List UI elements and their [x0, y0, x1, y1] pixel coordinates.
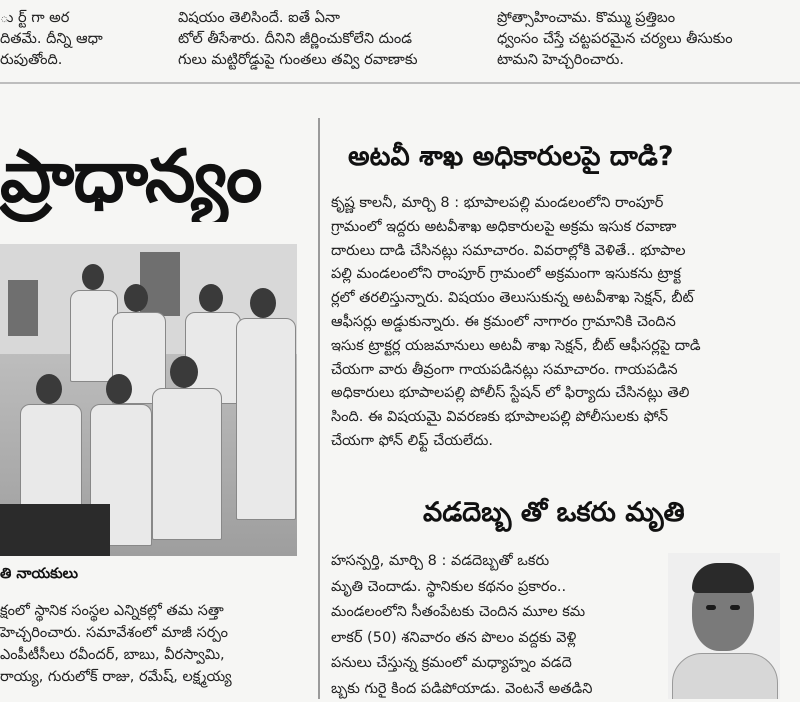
text-line: అధికారులు భూపాలపల్లి పోలీస్ స్టేషన్ లో ఫిర్యాదు చేసినట్లు తెలి [331, 382, 796, 406]
portrait-hair [692, 563, 754, 593]
left-story-body [0, 600, 305, 688]
text-line: ఎంపీటీసీలు రవీందర్, బాబు, వీరస్వామి, [0, 644, 305, 666]
text-line: టోల్ తీసేశారు. దీనిని జీర్ణించుకోలేని దుండ [178, 29, 483, 50]
photo-caption: తి నాయకులు [0, 566, 78, 586]
text-line: ధ్వంసం చేస్తే చట్టపరమైన చర్యలు తీసుకుం [497, 29, 792, 50]
text-line: మృతి చెందాడు. స్థానికుల కథనం ప్రకారం.. [331, 575, 661, 601]
text-line: కృష్ణ కాలనీ, మార్చి 8 : భూపాలపల్లి మండలంలోని రాంపూర్ [331, 192, 796, 216]
text-line: గులు మట్టిరోడ్డుపై గుంతలు తవ్వి రవాణాకు [178, 50, 483, 71]
photo-window [8, 280, 38, 336]
text-line: ఆఫీసర్లు అడ్డుకున్నారు. ఈ క్రమంలో నాగారం గ్రామానికి చెందిన [331, 311, 796, 335]
text-line: రుపుతోంది. [0, 50, 160, 71]
horizontal-divider [0, 82, 800, 84]
text-line: పల్లి మండలంలోని రాంపూర్ గ్రామంలో అక్రమంగా ఇసుకను ట్రాక్ట [331, 263, 796, 287]
portrait-eye [730, 605, 740, 610]
text-line: దారులు దాడి చేసినట్లు సమాచారం. వివరాల్లోకి వెళితే.. భూపాల [331, 240, 796, 264]
text-line: ప్రోత్సాహించామ. కొమ్ము ప్రత్తిబం [497, 8, 792, 29]
text-line: రాయ్య, గురులోక్ రాజు, రమేష్, లక్ష్మయ్య [0, 666, 305, 688]
text-line: ఇసుక ట్రాక్టర్ల యజమానులు అటవీ శాఖ సెక్షన్, బీట్ ఆఫీసర్లపై దాడి [331, 335, 796, 359]
portrait-eye [706, 605, 716, 610]
text-line: సింది. ఈ విషయమై వివరణకు భూపాలపల్లి పోలీసులకు ఫోన్ [331, 406, 796, 430]
text-line: హెచ్చరించారు. సమావేశంలో మాజీ సర్పం [0, 622, 305, 644]
top-column-2 [178, 8, 483, 71]
story1-headline: అటవీ శాఖ అధికారులపై దాడి? [348, 138, 788, 176]
text-line: ు ర్ట్ గా అర [0, 8, 160, 29]
top-column-3 [497, 8, 792, 71]
top-column-1 [0, 8, 160, 71]
story1-body [331, 192, 796, 454]
text-line: క్షంలో స్థానిక సంస్థల ఎన్నికల్లో తమ సత్తా [0, 600, 305, 622]
text-line: బ్బకు గురై కింద పడిపోయాడు. వెంటనే అతడిని [331, 677, 661, 702]
photo-table-with-microphones [0, 504, 110, 556]
deceased-portrait-photo [668, 553, 780, 699]
portrait-shirt [672, 653, 778, 699]
story2-headline: వడదెబ్బ తో ఒకరు మృతి [423, 494, 685, 532]
text-line: లాకర్ (50) శనివారం తన పొలం వద్దకు వెళ్లి [331, 626, 661, 652]
text-line: చేయగా ఫోన్ లిఫ్ట్ చేయలేదు. [331, 430, 796, 454]
text-line: దితమే. దీన్ని ఆధా [0, 29, 160, 50]
text-line: పనులు చేస్తున్న క్రమంలో మధ్యాహ్నం వడదె [331, 651, 661, 677]
text-line: ర్లలో తరలిస్తున్నారు. విషయం తెలుసుకున్న అటవీశాఖ సెక్షన్, బీట్ [331, 287, 796, 311]
left-story-headline: ప్రాధాన్యం [0, 130, 318, 222]
group-photo [0, 244, 297, 556]
text-line: చేయగా వారు తీవ్రంగా గాయపడినట్లు సమాచారం. గాయపడిన [331, 359, 796, 383]
text-line: మండలంలోని సీతంపేటకు చెందిన మూల కమ [331, 600, 661, 626]
photo-window [140, 252, 180, 316]
text-line: హసన్పర్తి, మార్చి 8 : వడదెబ్బతో ఒకరు [331, 549, 661, 575]
text-line: టామని హెచ్చరించారు. [497, 50, 792, 71]
text-line: గ్రామంలో ఇద్దరు అటవీశాఖ అధికారులపై అక్రమ ఇసుక రవాణా [331, 216, 796, 240]
text-line: విషయం తెలిసిందే. ఐతే ఏనా [178, 8, 483, 29]
story2-body [331, 549, 661, 702]
column-divider [318, 118, 320, 699]
